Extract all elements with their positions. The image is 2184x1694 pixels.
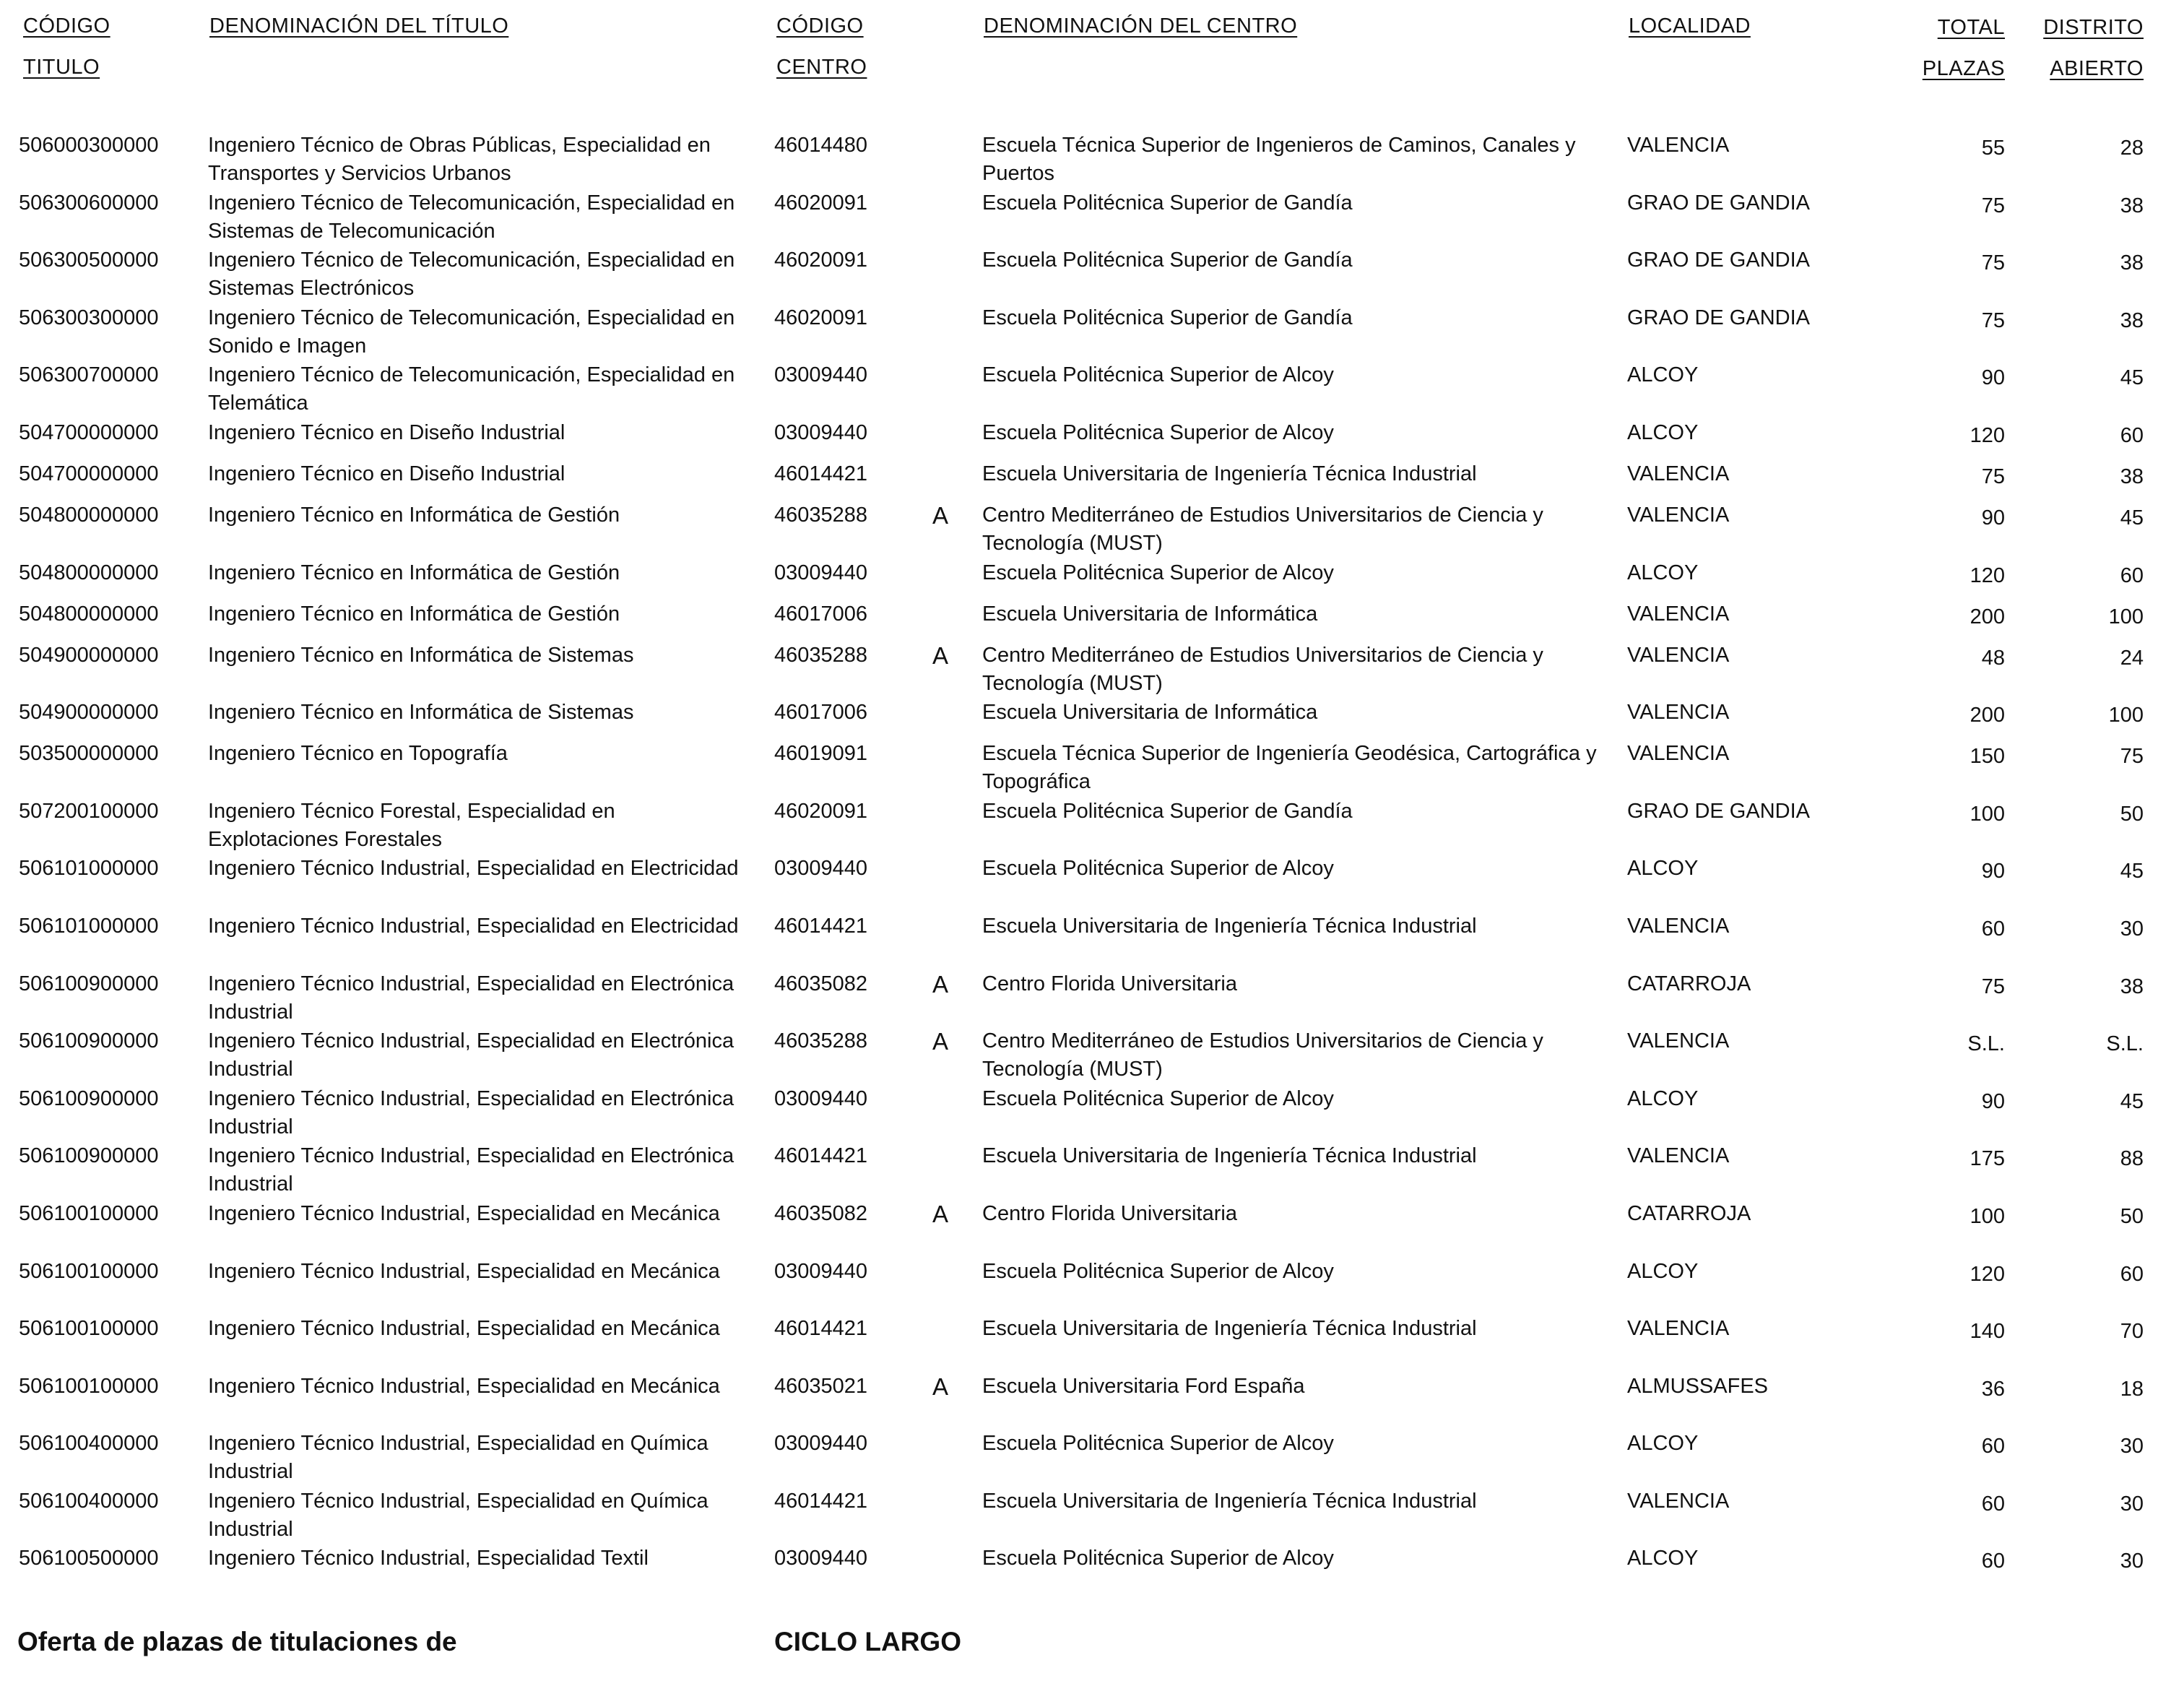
row-denominacion-centro: Escuela Universitaria de Informática xyxy=(982,701,1318,725)
row-denominacion-titulo: Ingeniero Técnico Industrial, Especialidad en Electrónica Industrial xyxy=(208,1144,734,1196)
row-codigo-titulo: 506100900000 xyxy=(19,972,159,995)
row-codigo-titulo: 504900000000 xyxy=(19,701,159,725)
row-denominacion-centro: Escuela Politécnica Superior de Alcoy xyxy=(982,561,1334,584)
table-row xyxy=(0,1085,2184,1143)
table-row xyxy=(0,419,2184,460)
row-codigo-titulo: 506000300000 xyxy=(19,134,159,157)
row-denominacion-centro: Escuela Técnica Superior de Ingenieros de Caminos, Canales y Puertos xyxy=(982,134,1576,185)
row-denominacion-centro: Centro Mediterráneo de Estudios Universitarios de Ciencia y Tecnología (MUST) xyxy=(982,503,1543,555)
row-localidad: CATARROJA xyxy=(1627,1201,1751,1225)
row-total-plazas: S.L. xyxy=(1967,1032,2005,1056)
row-total-plazas: 90 xyxy=(1981,860,2005,883)
table-row xyxy=(0,501,2184,559)
row-distrito-abierto: 38 xyxy=(2120,975,2144,998)
row-localidad: ALCOY xyxy=(1627,363,1699,387)
table-row xyxy=(0,304,2184,362)
table-row xyxy=(0,641,2184,699)
row-adscrito-flag: A xyxy=(932,1200,948,1227)
row-total-plazas: 48 xyxy=(1981,646,2005,670)
row-total-plazas: 90 xyxy=(1981,506,2005,530)
row-denominacion-titulo: Ingeniero Técnico Industrial, Especialidad en Electrónica Industrial xyxy=(208,972,734,1024)
row-denominacion-titulo: Ingeniero Técnico en Diseño Industrial xyxy=(208,420,566,444)
row-codigo-titulo: 506100900000 xyxy=(19,1144,159,1168)
table-row xyxy=(0,855,2184,912)
row-distrito-abierto: 45 xyxy=(2120,506,2144,530)
row-total-plazas: 75 xyxy=(1981,975,2005,998)
titulaciones-table-body xyxy=(0,131,2184,1602)
row-codigo-titulo: 506100900000 xyxy=(19,1029,159,1053)
row-distrito-abierto: 70 xyxy=(2120,1320,2144,1344)
row-distrito-abierto: 18 xyxy=(2120,1377,2144,1401)
row-distrito-abierto: 88 xyxy=(2120,1147,2144,1171)
row-localidad: ALCOY xyxy=(1627,1259,1699,1283)
row-codigo-centro: 46035288 xyxy=(774,643,868,667)
row-codigo-centro: 46020091 xyxy=(774,799,868,823)
row-distrito-abierto: 60 xyxy=(2120,1262,2144,1286)
row-denominacion-centro: Escuela Politécnica Superior de Alcoy xyxy=(982,1259,1334,1283)
row-denominacion-centro: Escuela Politécnica Superior de Alcoy xyxy=(982,857,1334,881)
row-codigo-centro: 46035082 xyxy=(774,1201,868,1225)
row-codigo-centro: 46035021 xyxy=(774,1374,868,1398)
row-distrito-abierto: 60 xyxy=(2120,563,2144,587)
row-codigo-centro: 46014421 xyxy=(774,1144,868,1168)
header-total-plazas: TOTAL PLAZAS xyxy=(1922,16,2005,80)
table-row xyxy=(0,246,2184,304)
table-row xyxy=(0,1373,2184,1430)
row-distrito-abierto: 38 xyxy=(2120,194,2144,217)
row-total-plazas: 120 xyxy=(1970,563,2005,587)
row-denominacion-titulo: Ingeniero Técnico Industrial, Especialidad en Mecánica xyxy=(208,1201,720,1225)
row-denominacion-centro: Escuela Politécnica Superior de Alcoy xyxy=(982,1432,1334,1456)
row-codigo-titulo: 506101000000 xyxy=(19,914,159,938)
row-distrito-abierto: 38 xyxy=(2120,251,2144,275)
row-distrito-abierto: 24 xyxy=(2120,646,2144,670)
row-total-plazas: 90 xyxy=(1981,1089,2005,1113)
row-codigo-titulo: 506100100000 xyxy=(19,1317,159,1341)
row-localidad: VALENCIA xyxy=(1627,742,1730,766)
row-distrito-abierto: 45 xyxy=(2120,860,2144,883)
row-distrito-abierto: 45 xyxy=(2120,366,2144,390)
row-distrito-abierto: 60 xyxy=(2120,423,2144,447)
row-distrito-abierto: 100 xyxy=(2108,704,2144,727)
row-denominacion-titulo: Ingeniero Técnico Industrial, Especialidad en Química Industrial xyxy=(208,1489,708,1541)
header-codigo-titulo: CÓDIGO TITULO xyxy=(23,14,110,79)
row-codigo-titulo: 506300600000 xyxy=(19,191,159,215)
row-codigo-centro: 46020091 xyxy=(774,249,868,272)
header-denominacion-titulo: DENOMINACIÓN DEL TÍTULO xyxy=(209,14,509,38)
row-codigo-centro: 46014421 xyxy=(774,1317,868,1341)
row-localidad: GRAO DE GANDIA xyxy=(1627,799,1810,823)
row-codigo-titulo: 506100500000 xyxy=(19,1547,159,1570)
row-adscrito-flag: A xyxy=(932,1373,948,1400)
row-denominacion-centro: Centro Mediterráneo de Estudios Universitarios de Ciencia y Tecnología (MUST) xyxy=(982,643,1543,695)
row-codigo-titulo: 506100100000 xyxy=(19,1374,159,1398)
row-total-plazas: 120 xyxy=(1970,1262,2005,1286)
row-denominacion-centro: Escuela Politécnica Superior de Alcoy xyxy=(982,363,1334,387)
row-total-plazas: 150 xyxy=(1970,745,2005,769)
row-denominacion-titulo: Ingeniero Técnico Industrial, Especialidad en Química Industrial xyxy=(208,1432,708,1484)
table-row xyxy=(0,559,2184,600)
row-denominacion-titulo: Ingeniero Técnico en Informática de Gestión xyxy=(208,602,620,626)
row-localidad: ALCOY xyxy=(1627,561,1699,584)
table-row xyxy=(0,970,2184,1028)
row-denominacion-titulo: Ingeniero Técnico Industrial, Especialidad Textil xyxy=(208,1547,649,1570)
row-codigo-centro: 46017006 xyxy=(774,602,868,626)
row-distrito-abierto: 30 xyxy=(2120,1435,2144,1459)
row-denominacion-centro: Escuela Politécnica Superior de Gandía xyxy=(982,191,1353,215)
row-localidad: GRAO DE GANDIA xyxy=(1627,306,1810,329)
row-total-plazas: 60 xyxy=(1981,1492,2005,1516)
row-distrito-abierto: 50 xyxy=(2120,802,2144,826)
row-codigo-titulo: 506100400000 xyxy=(19,1432,159,1456)
row-localidad: VALENCIA xyxy=(1627,701,1730,725)
row-total-plazas: 60 xyxy=(1981,1435,2005,1459)
row-total-plazas: 120 xyxy=(1970,423,2005,447)
row-codigo-centro: 46019091 xyxy=(774,742,868,766)
row-total-plazas: 100 xyxy=(1970,1204,2005,1228)
row-distrito-abierto: 30 xyxy=(2120,1492,2144,1516)
table-row xyxy=(0,600,2184,641)
row-denominacion-centro: Escuela Universitaria de Ingeniería Técnica Industrial xyxy=(982,1489,1477,1513)
header-codigo-centro: CÓDIGO CENTRO xyxy=(776,14,867,79)
row-codigo-centro: 46014421 xyxy=(774,914,868,938)
row-total-plazas: 75 xyxy=(1981,308,2005,332)
row-denominacion-centro: Escuela Politécnica Superior de Alcoy xyxy=(982,1086,1334,1110)
row-total-plazas: 90 xyxy=(1981,366,2005,390)
row-total-plazas: 75 xyxy=(1981,251,2005,275)
row-localidad: VALENCIA xyxy=(1627,1144,1730,1168)
table-row xyxy=(0,189,2184,247)
row-denominacion-centro: Centro Florida Universitaria xyxy=(982,972,1237,995)
row-codigo-centro: 03009440 xyxy=(774,857,868,881)
table-row xyxy=(0,1487,2184,1545)
row-localidad: VALENCIA xyxy=(1627,1029,1730,1053)
row-codigo-titulo: 506100100000 xyxy=(19,1201,159,1225)
row-codigo-titulo: 507200100000 xyxy=(19,799,159,823)
row-denominacion-titulo: Ingeniero Técnico Industrial, Especialidad en Mecánica xyxy=(208,1259,720,1283)
row-codigo-titulo: 504700000000 xyxy=(19,462,159,485)
row-total-plazas: 100 xyxy=(1970,802,2005,826)
row-distrito-abierto: 50 xyxy=(2120,1204,2144,1228)
table-row xyxy=(0,1027,2184,1085)
row-localidad: ALCOY xyxy=(1627,857,1699,881)
row-adscrito-flag: A xyxy=(932,641,948,669)
table-row xyxy=(0,1430,2184,1487)
row-codigo-titulo: 506300700000 xyxy=(19,363,159,387)
row-adscrito-flag: A xyxy=(932,501,948,529)
row-codigo-centro: 46035288 xyxy=(774,1029,868,1053)
row-total-plazas: 75 xyxy=(1981,194,2005,217)
row-denominacion-centro: Escuela Universitaria de Ingeniería Técnica Industrial xyxy=(982,1144,1477,1168)
row-localidad: VALENCIA xyxy=(1627,914,1730,938)
row-denominacion-centro: Escuela Universitaria de Informática xyxy=(982,602,1318,626)
row-codigo-centro: 46017006 xyxy=(774,701,868,725)
row-denominacion-titulo: Ingeniero Técnico Industrial, Especialidad en Mecánica xyxy=(208,1317,720,1341)
row-denominacion-titulo: Ingeniero Técnico en Diseño Industrial xyxy=(208,462,566,485)
row-codigo-centro: 03009440 xyxy=(774,1086,868,1110)
table-row xyxy=(0,460,2184,501)
row-codigo-centro: 46035288 xyxy=(774,503,868,527)
row-denominacion-titulo: Ingeniero Técnico de Telecomunicación, Especialidad en Sistemas Electrónicos xyxy=(208,249,735,301)
row-denominacion-titulo: Ingeniero Técnico en Informática de Gestión xyxy=(208,561,620,584)
row-codigo-titulo: 504800000000 xyxy=(19,503,159,527)
row-codigo-centro: 03009440 xyxy=(774,1259,868,1283)
row-codigo-centro: 46014421 xyxy=(774,462,868,485)
table-row xyxy=(0,1315,2184,1373)
row-adscrito-flag: A xyxy=(932,1028,948,1055)
row-codigo-titulo: 504900000000 xyxy=(19,643,159,667)
row-distrito-abierto: 75 xyxy=(2120,745,2144,769)
row-localidad: ALCOY xyxy=(1627,1547,1699,1570)
row-distrito-abierto: 28 xyxy=(2120,137,2144,160)
row-denominacion-centro: Escuela Politécnica Superior de Alcoy xyxy=(982,420,1334,444)
row-denominacion-titulo: Ingeniero Técnico Industrial, Especialidad en Electricidad xyxy=(208,857,739,881)
table-row xyxy=(0,740,2184,798)
row-codigo-titulo: 506100100000 xyxy=(19,1259,159,1283)
row-denominacion-centro: Escuela Universitaria Ford España xyxy=(982,1374,1305,1398)
row-denominacion-titulo: Ingeniero Técnico de Obras Públicas, Especialidad en Transportes y Servicios Urbanos xyxy=(208,134,711,185)
row-denominacion-titulo: Ingeniero Técnico de Telecomunicación, Especialidad en Sistemas de Telecomunicación xyxy=(208,191,735,243)
row-total-plazas: 175 xyxy=(1970,1147,2005,1171)
row-total-plazas: 60 xyxy=(1981,917,2005,941)
header-denominacion-centro: DENOMINACIÓN DEL CENTRO xyxy=(984,14,1298,38)
table-row xyxy=(0,1544,2184,1602)
row-codigo-titulo: 504700000000 xyxy=(19,420,159,444)
table-row xyxy=(0,699,2184,740)
row-codigo-titulo: 506100400000 xyxy=(19,1489,159,1513)
row-localidad: VALENCIA xyxy=(1627,602,1730,626)
footer-oferta-label: Oferta de plazas de titulaciones de xyxy=(17,1627,457,1656)
row-total-plazas: 200 xyxy=(1970,605,2005,628)
row-denominacion-titulo: Ingeniero Técnico en Informática de Gestión xyxy=(208,503,620,527)
row-total-plazas: 36 xyxy=(1981,1377,2005,1401)
row-localidad: GRAO DE GANDIA xyxy=(1627,249,1810,272)
row-denominacion-titulo: Ingeniero Técnico Industrial, Especialidad en Electrónica Industrial xyxy=(208,1086,734,1138)
row-total-plazas: 140 xyxy=(1970,1320,2005,1344)
row-denominacion-centro: Escuela Politécnica Superior de Gandía xyxy=(982,249,1353,272)
row-codigo-titulo: 506100900000 xyxy=(19,1086,159,1110)
row-distrito-abierto: 38 xyxy=(2120,308,2144,332)
table-row xyxy=(0,912,2184,970)
row-codigo-titulo: 504800000000 xyxy=(19,602,159,626)
row-denominacion-centro: Escuela Técnica Superior de Ingeniería Geodésica, Cartográfica y Topográfica xyxy=(982,742,1597,794)
row-distrito-abierto: 100 xyxy=(2108,605,2144,628)
row-localidad: VALENCIA xyxy=(1627,1317,1730,1341)
row-total-plazas: 75 xyxy=(1981,464,2005,488)
row-denominacion-centro: Escuela Politécnica Superior de Gandía xyxy=(982,799,1353,823)
row-total-plazas: 55 xyxy=(1981,137,2005,160)
row-denominacion-titulo: Ingeniero Técnico de Telecomunicación, Especialidad en Telemática xyxy=(208,363,735,415)
row-denominacion-titulo: Ingeniero Técnico en Informática de Sistemas xyxy=(208,643,634,667)
row-localidad: ALCOY xyxy=(1627,1432,1699,1456)
row-denominacion-centro: Escuela Universitaria de Ingeniería Técnica Industrial xyxy=(982,914,1477,938)
row-codigo-centro: 46020091 xyxy=(774,191,868,215)
row-codigo-titulo: 506101000000 xyxy=(19,857,159,881)
row-localidad: CATARROJA xyxy=(1627,972,1751,995)
table-row xyxy=(0,798,2184,855)
row-codigo-centro: 46014480 xyxy=(774,134,868,157)
row-adscrito-flag: A xyxy=(932,970,948,998)
row-denominacion-titulo: Ingeniero Técnico en Topografía xyxy=(208,742,508,766)
row-denominacion-titulo: Ingeniero Técnico Industrial, Especialidad en Electrónica Industrial xyxy=(208,1029,734,1081)
table-row xyxy=(0,361,2184,419)
row-codigo-centro: 46035082 xyxy=(774,972,868,995)
row-total-plazas: 60 xyxy=(1981,1550,2005,1573)
row-denominacion-centro: Centro Mediterráneo de Estudios Universitarios de Ciencia y Tecnología (MUST) xyxy=(982,1029,1543,1081)
row-codigo-centro: 03009440 xyxy=(774,420,868,444)
row-codigo-centro: 03009440 xyxy=(774,363,868,387)
row-distrito-abierto: 30 xyxy=(2120,1550,2144,1573)
row-distrito-abierto: 45 xyxy=(2120,1089,2144,1113)
row-distrito-abierto: S.L. xyxy=(2106,1032,2144,1056)
row-distrito-abierto: 30 xyxy=(2120,917,2144,941)
row-denominacion-titulo: Ingeniero Técnico Forestal, Especialidad en Explotaciones Forestales xyxy=(208,799,615,851)
row-denominacion-centro: Escuela Politécnica Superior de Alcoy xyxy=(982,1547,1334,1570)
row-codigo-titulo: 506300300000 xyxy=(19,306,159,329)
row-localidad: VALENCIA xyxy=(1627,503,1730,527)
row-localidad: GRAO DE GANDIA xyxy=(1627,191,1810,215)
row-denominacion-titulo: Ingeniero Técnico Industrial, Especialidad en Electricidad xyxy=(208,914,739,938)
header-distrito-abierto: DISTRITO ABIERTO xyxy=(2043,16,2144,80)
row-denominacion-centro: Escuela Politécnica Superior de Gandía xyxy=(982,306,1353,329)
row-denominacion-centro: Centro Florida Universitaria xyxy=(982,1201,1237,1225)
row-denominacion-centro: Escuela Universitaria de Ingeniería Técnica Industrial xyxy=(982,1317,1477,1341)
row-localidad: VALENCIA xyxy=(1627,462,1730,485)
row-localidad: VALENCIA xyxy=(1627,643,1730,667)
row-denominacion-titulo: Ingeniero Técnico en Informática de Sistemas xyxy=(208,701,634,725)
row-codigo-centro: 46014421 xyxy=(774,1489,868,1513)
table-row xyxy=(0,1200,2184,1258)
table-row xyxy=(0,1258,2184,1315)
row-localidad: VALENCIA xyxy=(1627,1489,1730,1513)
row-codigo-centro: 03009440 xyxy=(774,1432,868,1456)
header-localidad: LOCALIDAD xyxy=(1629,14,1751,38)
row-denominacion-centro: Escuela Universitaria de Ingeniería Técnica Industrial xyxy=(982,462,1477,485)
row-denominacion-titulo: Ingeniero Técnico Industrial, Especialidad en Mecánica xyxy=(208,1374,720,1398)
row-codigo-titulo: 503500000000 xyxy=(19,742,159,766)
row-codigo-centro: 03009440 xyxy=(774,561,868,584)
row-codigo-titulo: 504800000000 xyxy=(19,561,159,584)
row-localidad: ALCOY xyxy=(1627,420,1699,444)
table-row xyxy=(0,1142,2184,1200)
row-denominacion-titulo: Ingeniero Técnico de Telecomunicación, Especialidad en Sonido e Imagen xyxy=(208,306,735,358)
footer-ciclo-largo: CICLO LARGO xyxy=(774,1627,961,1656)
row-total-plazas: 200 xyxy=(1970,704,2005,727)
row-localidad: ALMUSSAFES xyxy=(1627,1374,1768,1398)
row-codigo-titulo: 506300500000 xyxy=(19,249,159,272)
row-codigo-centro: 03009440 xyxy=(774,1547,868,1570)
row-codigo-centro: 46020091 xyxy=(774,306,868,329)
row-distrito-abierto: 38 xyxy=(2120,464,2144,488)
row-localidad: ALCOY xyxy=(1627,1086,1699,1110)
row-localidad: VALENCIA xyxy=(1627,134,1730,157)
table-row xyxy=(0,131,2184,189)
